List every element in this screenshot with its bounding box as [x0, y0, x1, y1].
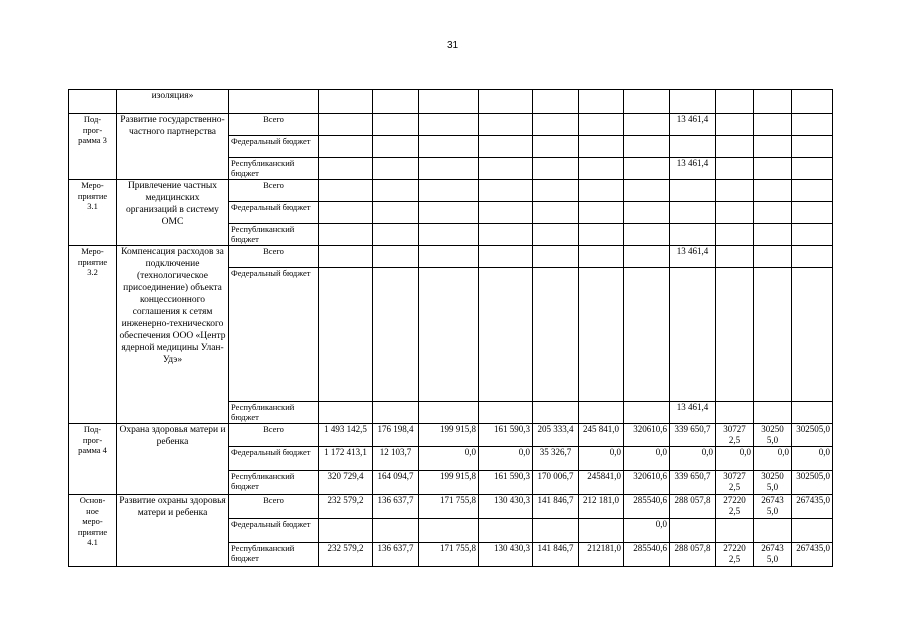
budget-source-cell: Федеральный бюджет	[229, 268, 319, 402]
value-cell	[319, 202, 373, 224]
value-cell	[533, 136, 579, 158]
value-cell: 267435,0	[792, 543, 833, 567]
value-cell	[579, 268, 624, 402]
value-cell	[479, 136, 533, 158]
value-cell: 212181,0	[579, 543, 624, 567]
value-cell	[792, 158, 833, 180]
value-cell: 245 841,0	[579, 424, 624, 447]
value-cell	[579, 224, 624, 246]
value-cell	[373, 246, 419, 268]
value-cell	[754, 402, 792, 424]
value-cell	[373, 202, 419, 224]
value-cell	[533, 180, 579, 202]
value-cell: 141 846,7	[533, 495, 579, 519]
value-cell	[716, 202, 754, 224]
value-cell: 161 590,3	[479, 424, 533, 447]
value-cell	[792, 268, 833, 402]
value-cell	[624, 402, 670, 424]
value-cell: 245841,0	[579, 471, 624, 495]
value-cell	[419, 268, 479, 402]
budget-source-cell: Республиканский бюджет	[229, 543, 319, 567]
value-cell	[716, 114, 754, 136]
budget-source-cell: Всего	[229, 246, 319, 268]
value-cell	[373, 268, 419, 402]
value-cell	[792, 180, 833, 202]
program-cell: Меро- приятие 3.2	[69, 246, 117, 424]
program-cell: Под- прог- рамма 4	[69, 424, 117, 495]
value-cell	[419, 402, 479, 424]
value-cell	[579, 519, 624, 543]
budget-source-cell: Республиканский бюджет	[229, 471, 319, 495]
value-cell: 171 755,8	[419, 543, 479, 567]
value-cell: 0,0	[479, 447, 533, 471]
value-cell: 164 094,7	[373, 471, 419, 495]
budget-source-cell: Федеральный бюджет	[229, 447, 319, 471]
item-name-cell: изоляция»	[117, 90, 229, 114]
value-cell	[624, 158, 670, 180]
value-cell: 0,0	[754, 447, 792, 471]
value-cell	[533, 202, 579, 224]
value-cell	[533, 519, 579, 543]
value-cell: 30250 5,0	[754, 471, 792, 495]
budget-source-cell: Всего	[229, 114, 319, 136]
value-cell: 141 846,7	[533, 543, 579, 567]
value-cell	[579, 180, 624, 202]
value-cell	[579, 202, 624, 224]
value-cell	[419, 224, 479, 246]
value-cell: 0,0	[792, 447, 833, 471]
value-cell: 0,0	[579, 447, 624, 471]
value-cell	[754, 268, 792, 402]
value-cell: 30250 5,0	[754, 424, 792, 447]
value-cell	[754, 114, 792, 136]
value-cell	[579, 90, 624, 114]
value-cell: 176 198,4	[373, 424, 419, 447]
value-cell	[319, 402, 373, 424]
value-cell	[792, 136, 833, 158]
value-cell: 13 461,4	[670, 246, 716, 268]
value-cell	[754, 158, 792, 180]
value-cell: 35 326,7	[533, 447, 579, 471]
value-cell: 285540,6	[624, 495, 670, 519]
value-cell	[754, 202, 792, 224]
budget-source-cell: Федеральный бюджет	[229, 136, 319, 158]
value-cell: 320 729,4	[319, 471, 373, 495]
value-cell	[479, 114, 533, 136]
value-cell	[419, 136, 479, 158]
value-cell: 26743 5,0	[754, 495, 792, 519]
budget-source-cell: Федеральный бюджет	[229, 519, 319, 543]
value-cell: 26743 5,0	[754, 543, 792, 567]
value-cell	[624, 136, 670, 158]
value-cell: 1 493 142,5	[319, 424, 373, 447]
value-cell: 136 637,7	[373, 495, 419, 519]
table-row	[69, 495, 833, 519]
value-cell: 320610,6	[624, 424, 670, 447]
budget-source-cell: Всего	[229, 180, 319, 202]
value-cell	[479, 202, 533, 224]
value-cell	[419, 246, 479, 268]
value-cell: 0,0	[624, 447, 670, 471]
value-cell	[624, 202, 670, 224]
value-cell: 27220 2,5	[716, 543, 754, 567]
value-cell	[373, 402, 419, 424]
value-cell	[419, 519, 479, 543]
budget-source-cell: Федеральный бюджет	[229, 202, 319, 224]
value-cell: 136 637,7	[373, 543, 419, 567]
value-cell: 13 461,4	[670, 114, 716, 136]
value-cell	[319, 180, 373, 202]
value-cell	[319, 90, 373, 114]
value-cell: 212 181,0	[579, 495, 624, 519]
table-row	[69, 424, 833, 447]
value-cell	[792, 402, 833, 424]
value-cell: 288 057,8	[670, 543, 716, 567]
value-cell	[373, 136, 419, 158]
value-cell: 13 461,4	[670, 158, 716, 180]
item-name-cell: Развитие охраны здоровья матери и ребенка	[117, 495, 229, 567]
budget-source-cell: Республиканский бюджет	[229, 224, 319, 246]
value-cell	[479, 158, 533, 180]
value-cell	[533, 114, 579, 136]
value-cell	[319, 224, 373, 246]
value-cell	[716, 136, 754, 158]
value-cell	[319, 158, 373, 180]
value-cell: 13 461,4	[670, 402, 716, 424]
value-cell: 130 430,3	[479, 495, 533, 519]
value-cell	[479, 246, 533, 268]
budget-source-cell: Республиканский бюджет	[229, 402, 319, 424]
value-cell	[319, 268, 373, 402]
value-cell: 232 579,2	[319, 495, 373, 519]
value-cell	[479, 519, 533, 543]
value-cell	[319, 136, 373, 158]
value-cell	[319, 114, 373, 136]
value-cell: 161 590,3	[479, 471, 533, 495]
value-cell	[716, 246, 754, 268]
value-cell	[716, 158, 754, 180]
value-cell	[670, 202, 716, 224]
value-cell	[579, 158, 624, 180]
value-cell	[579, 114, 624, 136]
value-cell: 0,0	[419, 447, 479, 471]
value-cell	[533, 90, 579, 114]
value-cell	[319, 519, 373, 543]
table-row	[69, 180, 833, 202]
value-cell: 0,0	[716, 447, 754, 471]
value-cell: 170 006,7	[533, 471, 579, 495]
value-cell: 199 915,8	[419, 424, 479, 447]
value-cell: 339 650,7	[670, 471, 716, 495]
value-cell	[716, 224, 754, 246]
value-cell	[792, 224, 833, 246]
value-cell	[624, 180, 670, 202]
value-cell	[792, 90, 833, 114]
value-cell: 285540,6	[624, 543, 670, 567]
value-cell	[670, 519, 716, 543]
value-cell	[373, 90, 419, 114]
value-cell	[533, 402, 579, 424]
value-cell	[670, 90, 716, 114]
value-cell	[754, 136, 792, 158]
value-cell	[373, 180, 419, 202]
value-cell	[373, 114, 419, 136]
value-cell: 339 650,7	[670, 424, 716, 447]
page-number: 31	[446, 40, 459, 51]
value-cell	[670, 268, 716, 402]
value-cell: 130 430,3	[479, 543, 533, 567]
value-cell: 267435,0	[792, 495, 833, 519]
table-row	[69, 114, 833, 136]
budget-source-cell: Всего	[229, 495, 319, 519]
table-row	[69, 90, 833, 114]
value-cell: 302505,0	[792, 471, 833, 495]
budget-source-cell: Республиканский бюджет	[229, 158, 319, 180]
value-cell: 30727 2,5	[716, 424, 754, 447]
value-cell	[419, 114, 479, 136]
program-cell: Под- прог- рамма 3	[69, 114, 117, 180]
value-cell	[792, 519, 833, 543]
table-body	[69, 90, 833, 567]
value-cell	[624, 114, 670, 136]
value-cell	[533, 224, 579, 246]
value-cell	[579, 402, 624, 424]
value-cell	[419, 90, 479, 114]
value-cell	[419, 158, 479, 180]
budget-table	[68, 89, 833, 567]
value-cell: 27220 2,5	[716, 495, 754, 519]
value-cell	[792, 114, 833, 136]
value-cell	[716, 268, 754, 402]
program-cell: Меро- приятие 3.1	[69, 180, 117, 246]
value-cell	[670, 180, 716, 202]
value-cell	[533, 158, 579, 180]
value-cell	[792, 202, 833, 224]
value-cell	[754, 224, 792, 246]
value-cell: 0,0	[670, 447, 716, 471]
value-cell	[479, 268, 533, 402]
value-cell	[716, 402, 754, 424]
value-cell	[624, 246, 670, 268]
value-cell: 205 333,4	[533, 424, 579, 447]
item-name-cell: Охрана здоровья матери и ребенка	[117, 424, 229, 495]
value-cell: 171 755,8	[419, 495, 479, 519]
value-cell: 302505,0	[792, 424, 833, 447]
value-cell	[533, 246, 579, 268]
value-cell: 0,0	[624, 519, 670, 543]
value-cell	[624, 268, 670, 402]
budget-source-cell: Всего	[229, 424, 319, 447]
value-cell	[716, 519, 754, 543]
item-name-cell: Компенсация расходов за подключение (технологическое присоединение) объекта концессионного соглашения к сетям инженерно-технического обеспечения ООО «Центр ядерной медицины Улан-Удэ»	[117, 246, 229, 424]
program-cell	[69, 90, 117, 114]
value-cell	[479, 402, 533, 424]
value-cell	[792, 246, 833, 268]
budget-source-cell	[229, 90, 319, 114]
value-cell: 1 172 413,1	[319, 447, 373, 471]
value-cell	[754, 246, 792, 268]
value-cell	[373, 158, 419, 180]
value-cell	[579, 136, 624, 158]
value-cell	[479, 180, 533, 202]
value-cell: 288 057,8	[670, 495, 716, 519]
value-cell: 232 579,2	[319, 543, 373, 567]
value-cell	[533, 268, 579, 402]
value-cell	[319, 246, 373, 268]
value-cell: 199 915,8	[419, 471, 479, 495]
value-cell	[670, 224, 716, 246]
value-cell	[373, 224, 419, 246]
value-cell	[754, 90, 792, 114]
value-cell	[419, 180, 479, 202]
value-cell	[579, 246, 624, 268]
value-cell	[479, 224, 533, 246]
item-name-cell: Привлечение частных медицинских организаций в систему ОМС	[117, 180, 229, 246]
value-cell	[716, 90, 754, 114]
value-cell	[479, 90, 533, 114]
value-cell	[716, 180, 754, 202]
program-cell: Основ- ное меро- приятие 4.1	[69, 495, 117, 567]
value-cell	[754, 180, 792, 202]
value-cell	[624, 224, 670, 246]
value-cell: 30727 2,5	[716, 471, 754, 495]
value-cell	[754, 519, 792, 543]
value-cell	[419, 202, 479, 224]
value-cell: 320610,6	[624, 471, 670, 495]
value-cell: 12 103,7	[373, 447, 419, 471]
item-name-cell: Развитие государственно-частного партнерства	[117, 114, 229, 180]
value-cell	[670, 136, 716, 158]
value-cell	[624, 90, 670, 114]
value-cell	[373, 519, 419, 543]
table-row	[69, 246, 833, 268]
